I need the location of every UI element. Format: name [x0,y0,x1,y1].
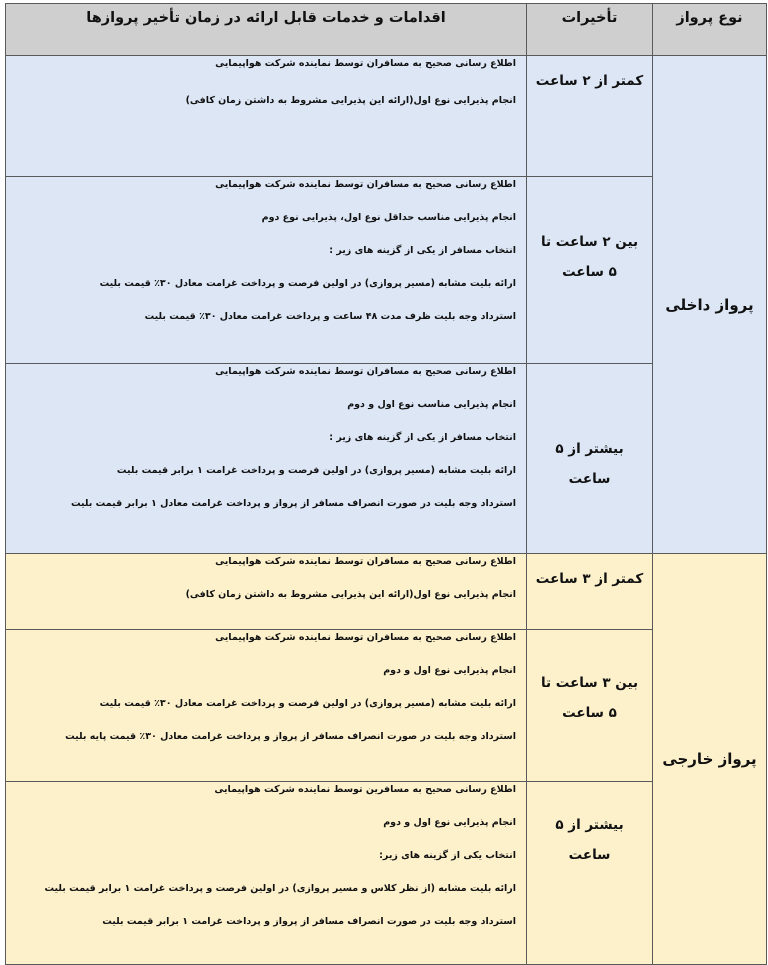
action-line: انتخاب یکی از گزینه های زیر: [379,850,516,861]
action-line: استرداد وجه بلیت ظرف مدت ۴۸ ساعت و پرداخت غرامت معادل ۳۰٪ قیمت بلیت [144,311,516,322]
domestic-row-1 [6,56,767,177]
domestic-row-2 [6,177,767,364]
header-actions: اقدامات و خدمات قابل ارائه در زمان تأخیر پروازها [6,4,527,56]
header-row [6,4,767,56]
action-line: اطلاع رسانی صحیح به مسافرین توسط نماینده شرکت هواپیمایی [214,784,516,795]
actions-cell [6,364,527,554]
domestic-row-3 [6,364,767,554]
action-line: انجام پذیرایی نوع اول(ارائه این پذیرایی مشروط به داشتن زمان کافی) [185,589,516,600]
action-line: انجام پذیرایی نوع اول و دوم [383,817,516,828]
actions-cell [6,782,527,965]
action-line: ارائه بلیت مشابه (مسیر پروازی) در اولین فرصت و پرداخت غرامت ۱ برابر قیمت بلیت [116,465,516,476]
action-line: اطلاع رسانی صحیح به مسافران توسط نماینده شرکت هواپیمایی [215,179,516,190]
actions-cell [6,56,527,177]
delay-cell: کمتر از ۳ ساعت [527,554,653,630]
actions-cell [6,630,527,782]
delay-cell: بین ۲ ساعت تا ۵ ساعت [527,177,653,364]
action-line: اطلاع رسانی صحیح به مسافران توسط نماینده شرکت هواپیمایی [215,58,516,69]
action-line: استرداد وجه بلیت در صورت انصراف مسافر از پرواز و پرداخت غرامت معادل ۱ برابر قیمت بلیت [70,498,516,509]
action-line: انجام پذیرایی نوع اول و دوم [383,665,516,676]
delay-cell: بیشتر از ۵ ساعت [527,364,653,554]
action-line: انتخاب مسافر از یکی از گزینه های زیر : [329,432,516,443]
actions-cell [6,554,527,630]
actions-cell [6,177,527,364]
action-line: ارائه بلیت مشابه (مسیر پروازی) در اولین فرصت و پرداخت غرامت معادل ۳۰٪ قیمت بلیت [99,278,516,289]
international-flight-label: پرواز خارجی [653,554,767,965]
action-line: ارائه بلیت مشابه (مسیر پروازی) در اولین فرصت و پرداخت غرامت معادل ۳۰٪ قیمت بلیت [99,698,516,709]
action-line: اطلاع رسانی صحیح به مسافران توسط نماینده شرکت هواپیمایی [215,366,516,377]
action-line: اطلاع رسانی صحیح به مسافران توسط نماینده شرکت هواپیمایی [215,632,516,643]
action-line: انتخاب مسافر از یکی از گزینه های زیر : [329,245,516,256]
action-line: استرداد وجه بلیت در صورت انصراف مسافر از پرواز و پرداخت غرامت معادل ۳۰٪ قیمت پایه بلیت [65,731,516,742]
action-line: اطلاع رسانی صحیح به مسافران توسط نماینده شرکت هواپیمایی [215,556,516,567]
header-flight-type: نوع پرواز [653,4,767,56]
action-line: انجام پذیرایی مناسب حداقل نوع اول، پذیرایی نوع دوم [261,212,516,223]
international-row-1 [6,554,767,630]
header-delays: تأخیرات [527,4,653,56]
domestic-flight-label: پرواز داخلی [653,56,767,554]
flight-delay-table [5,3,767,965]
delay-cell: بین ۳ ساعت تا ۵ ساعت [527,630,653,782]
international-row-2 [6,630,767,782]
delay-cell: کمتر از ۲ ساعت [527,56,653,177]
international-row-3 [6,782,767,965]
action-line: انجام پذیرایی مناسب نوع اول و دوم [347,399,516,410]
delay-cell: بیشتر از ۵ ساعت [527,782,653,965]
action-line: ارائه بلیت مشابه (از نظر کلاس و مسیر پروازی) در اولین فرصت و پرداخت غرامت ۱ برابر قیمت بلیت [44,883,516,894]
action-line: استرداد وجه بلیت در صورت انصراف مسافر از پرواز و پرداخت غرامت ۱ برابر قیمت بلیت [102,916,516,927]
action-line: انجام پذیرایی نوع اول(ارائه این پذیرایی مشروط به داشتن زمان کافی) [185,95,516,106]
